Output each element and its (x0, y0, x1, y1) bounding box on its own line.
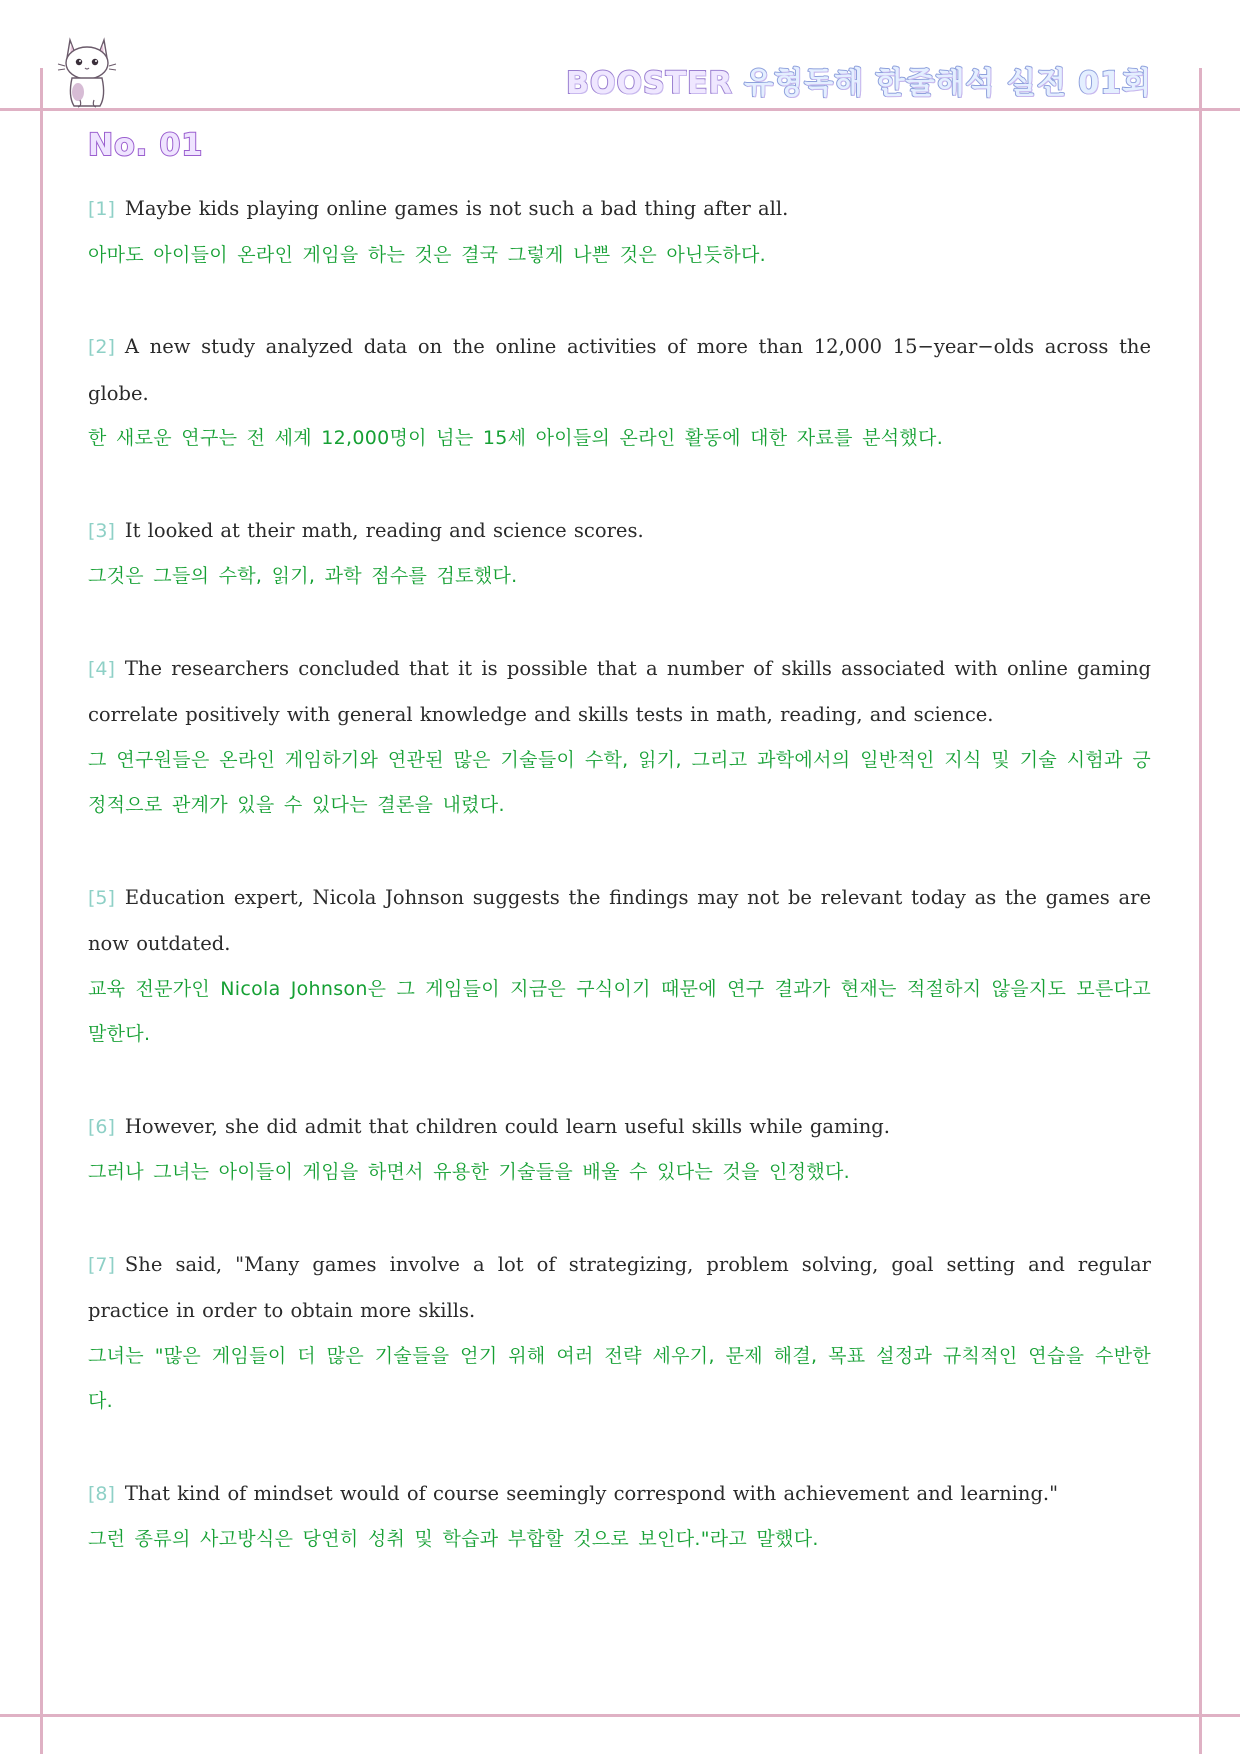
english-sentence (88, 1242, 1151, 1334)
section-number-title: No. 01 (88, 128, 204, 163)
korean-translation: 그것은 그들의 수학, 읽기, 과학 점수를 검토했다. (88, 565, 518, 587)
english-text: It looked at their math, reading and science scores. (124, 518, 644, 542)
sentence-pair (88, 875, 1151, 1058)
korean-translation: 그러나 그녀는 아이들이 게임을 하면서 유용한 기술들을 배울 수 있다는 것을 인정했다. (88, 1161, 850, 1183)
english-sentence (88, 875, 1151, 967)
header-title-brand: BOOSTER (566, 66, 733, 101)
english-text: Education expert, Nicola Johnson suggests the findings may not be relevant today as the games are now outdated. (88, 885, 1151, 955)
english-sentence (88, 646, 1151, 738)
header-title-subtitle: 유형독해 한줄해석 실전 01회 (744, 66, 1152, 101)
left-margin-line (40, 68, 43, 1754)
sentence-pair (88, 1242, 1151, 1425)
english-sentence (88, 324, 1151, 416)
right-margin-line (1199, 68, 1202, 1754)
sentence-list (88, 186, 1151, 1609)
header-title (566, 58, 1152, 102)
footer-divider-line (0, 1714, 1240, 1717)
english-sentence (88, 186, 1151, 233)
korean-translation: 그런 종류의 사고방식은 당연히 성취 및 학습과 부합할 것으로 보인다."라고 말했다. (88, 1528, 819, 1550)
sentence-number: [8] (88, 1482, 115, 1505)
header-divider-line (0, 108, 1240, 111)
cat-icon (56, 30, 118, 110)
sentence-number: [2] (88, 336, 115, 358)
english-text: She said, "Many games involve a lot of strategizing, problem solving, goal setting and regular practice in order to obtain more skills. (88, 1252, 1151, 1322)
english-text: A new study analyzed data on the online activities of more than 12,000 15−year−olds across the globe. (88, 335, 1151, 405)
english-sentence (88, 1104, 1151, 1151)
sentence-pair (88, 1471, 1151, 1563)
sentence-number: [6] (88, 1115, 115, 1138)
korean-translation: 그 연구원들은 온라인 게임하기와 연관된 많은 기술들이 수학, 읽기, 그리고 과학에서의 일반적인 지식 및 기술 시험과 긍정적으로 관계가 있을 수 있다는 결론을 내렸다. (88, 748, 1151, 816)
sentence-pair (88, 324, 1151, 462)
korean-translation: 그녀는 "많은 게임들이 더 많은 기술들을 얻기 위해 여러 전략 세우기, 문제 해결, 목표 설정과 규칙적인 연습을 수반한다. (88, 1344, 1151, 1412)
english-sentence (88, 1471, 1151, 1518)
sentence-pair (88, 508, 1151, 600)
sentence-number: [1] (88, 198, 115, 220)
sentence-pair (88, 646, 1151, 829)
korean-translation: 한 새로운 연구는 전 세계 12,000명이 넘는 15세 아이들의 온라인 활동에 대한 자료를 분석했다. (88, 427, 944, 449)
sentence-number: [4] (88, 657, 115, 680)
sentence-number: [5] (88, 886, 115, 909)
sentence-pair (88, 1104, 1151, 1196)
sentence-pair (88, 186, 1151, 278)
english-text: However, she did admit that children could learn useful skills while gaming. (124, 1114, 890, 1138)
english-text: Maybe kids playing online games is not such a bad thing after all. (124, 197, 789, 220)
english-sentence (88, 508, 1151, 555)
korean-translation: 교육 전문가인 Nicola Johnson은 그 게임들이 지금은 구식이기 때문에 연구 결과가 현재는 적절하지 않을지도 모른다고 말한다. (88, 977, 1151, 1045)
english-text: The researchers concluded that it is possible that a number of skills associated with online gaming correlate positively with general knowledge and skills tests in math, reading, and science. (88, 656, 1151, 726)
english-text: That kind of mindset would of course seemingly correspond with achievement and learning." (124, 1481, 1059, 1505)
korean-translation: 아마도 아이들이 온라인 게임을 하는 것은 결국 그렇게 나쁜 것은 아닌듯하다. (88, 243, 767, 266)
sentence-number: [3] (88, 519, 115, 542)
sentence-number: [7] (88, 1253, 115, 1276)
